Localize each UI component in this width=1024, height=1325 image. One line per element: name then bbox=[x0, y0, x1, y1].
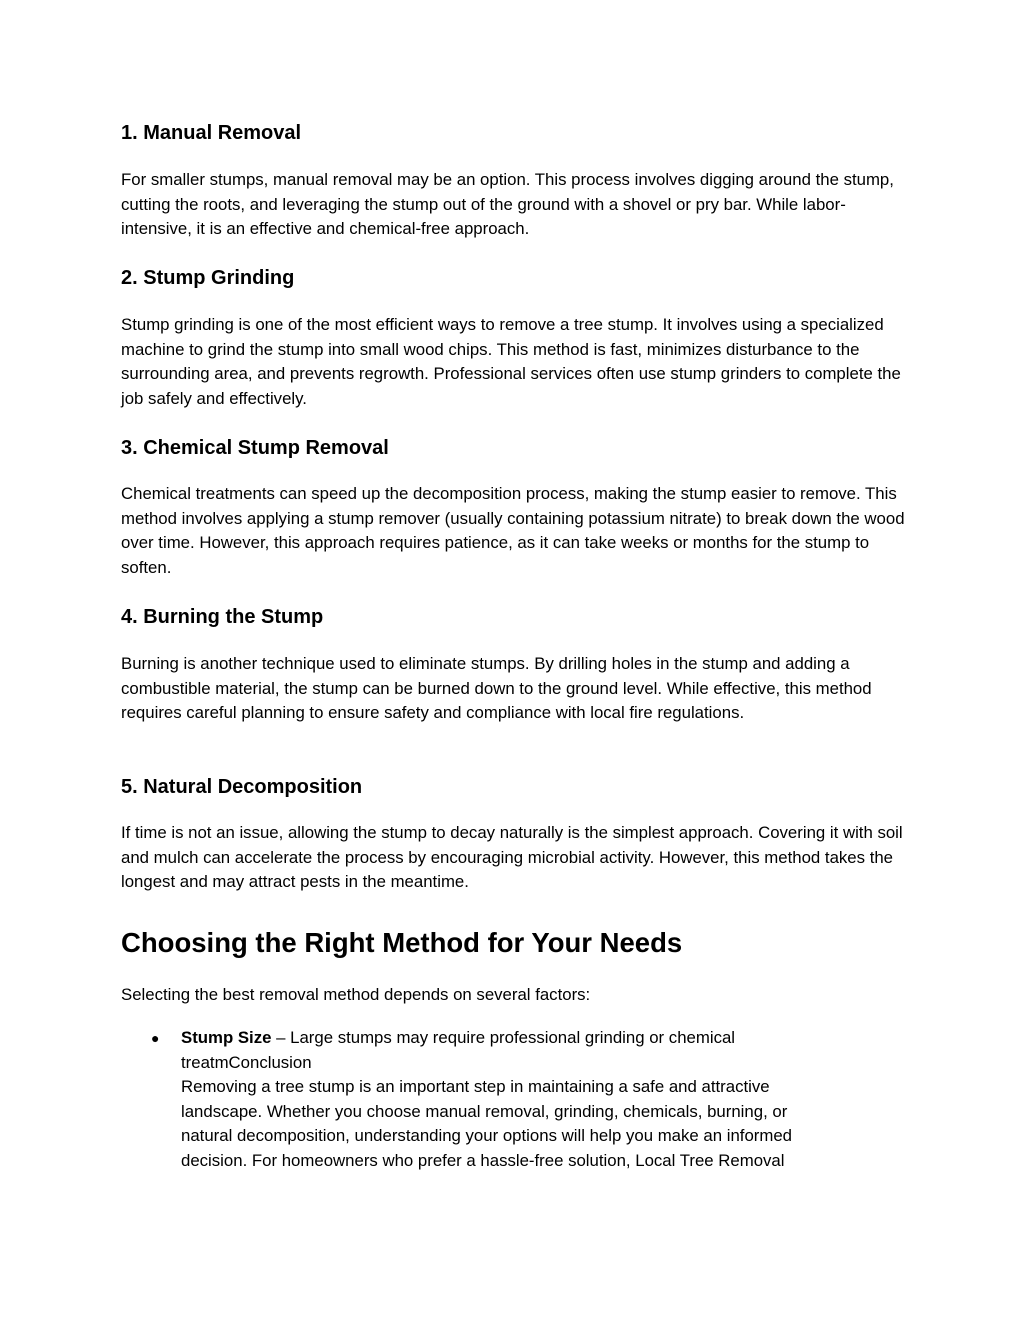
section-body-natural-decomposition: If time is not an issue, allowing the stump to decay naturally is the simplest approach. Covering it with soil and mulch can accelerate the process by encouraging microbial activity. However, this method takes the longest and may attract pests in the meantime. bbox=[121, 823, 903, 891]
list-item-stump-size bbox=[121, 1026, 853, 1173]
bullet-line-1-text: – Large stumps may require professional grinding or chemical bbox=[271, 1028, 736, 1047]
section-heading-natural-decomposition: 5. Natural Decomposition bbox=[121, 776, 363, 798]
bullet-line-3: Removing a tree stump is an important step in maintaining a safe and attractive bbox=[181, 1077, 770, 1096]
section-body-chemical-removal: Chemical treatments can speed up the decomposition process, making the stump easier to remove. This method involves applying a stump remover (usually containing potassium nitrate) to break down the wood over time. However, this approach requires patience, as it can take weeks or months for the stump to soften. bbox=[121, 484, 905, 577]
section-body-burning: Burning is another technique used to eliminate stumps. By drilling holes in the stump and adding a combustible material, the stump can be burned down to the ground level. While effective, this method requires careful planning to ensure safety and compliance with local fire regulations. bbox=[121, 654, 872, 722]
section-heading-burning: 4. Burning the Stump bbox=[121, 606, 324, 628]
section-body-stump-grinding: Stump grinding is one of the most efficient ways to remove a tree stump. It involves using a specialized machine to grind the stump into small wood chips. This method is fast, minimizes disturbance to the surrounding area, and prevents regrowth. Professional services often use stump grinders to complete the job safely and effectively. bbox=[121, 315, 901, 408]
bullet-label: Stump Size bbox=[181, 1028, 272, 1047]
bullet-line-6: decision. For homeowners who prefer a hassle-free solution, Local Tree Removal bbox=[181, 1150, 785, 1170]
section-heading-chemical-removal: 3. Chemical Stump Removal bbox=[121, 437, 389, 459]
bullet-icon: ● bbox=[151, 1030, 160, 1046]
section-body-manual-removal: For smaller stumps, manual removal may be an option. This process involves digging around the stump, cutting the roots, and leveraging the stump out of the ground with a shovel or pry bar. While labor-intensive, it is an effective and chemical-free approach. bbox=[121, 170, 894, 238]
section-heading-stump-grinding: 2. Stump Grinding bbox=[121, 267, 295, 289]
bullet-line-5: natural decomposition, understanding your options will help you make an informed bbox=[181, 1126, 793, 1145]
intro-paragraph: Selecting the best removal method depends on several factors: bbox=[121, 985, 591, 1004]
bullet-line-1 bbox=[181, 1026, 853, 1051]
main-heading: Choosing the Right Method for Your Needs bbox=[121, 927, 683, 958]
bullet-line-2: treatmConclusion bbox=[181, 1052, 312, 1072]
factors-list bbox=[121, 1026, 911, 1173]
section-heading-manual-removal: 1. Manual Removal bbox=[121, 122, 302, 144]
bullet-line-4: landscape. Whether you choose manual removal, grinding, chemicals, burning, or bbox=[181, 1101, 788, 1121]
